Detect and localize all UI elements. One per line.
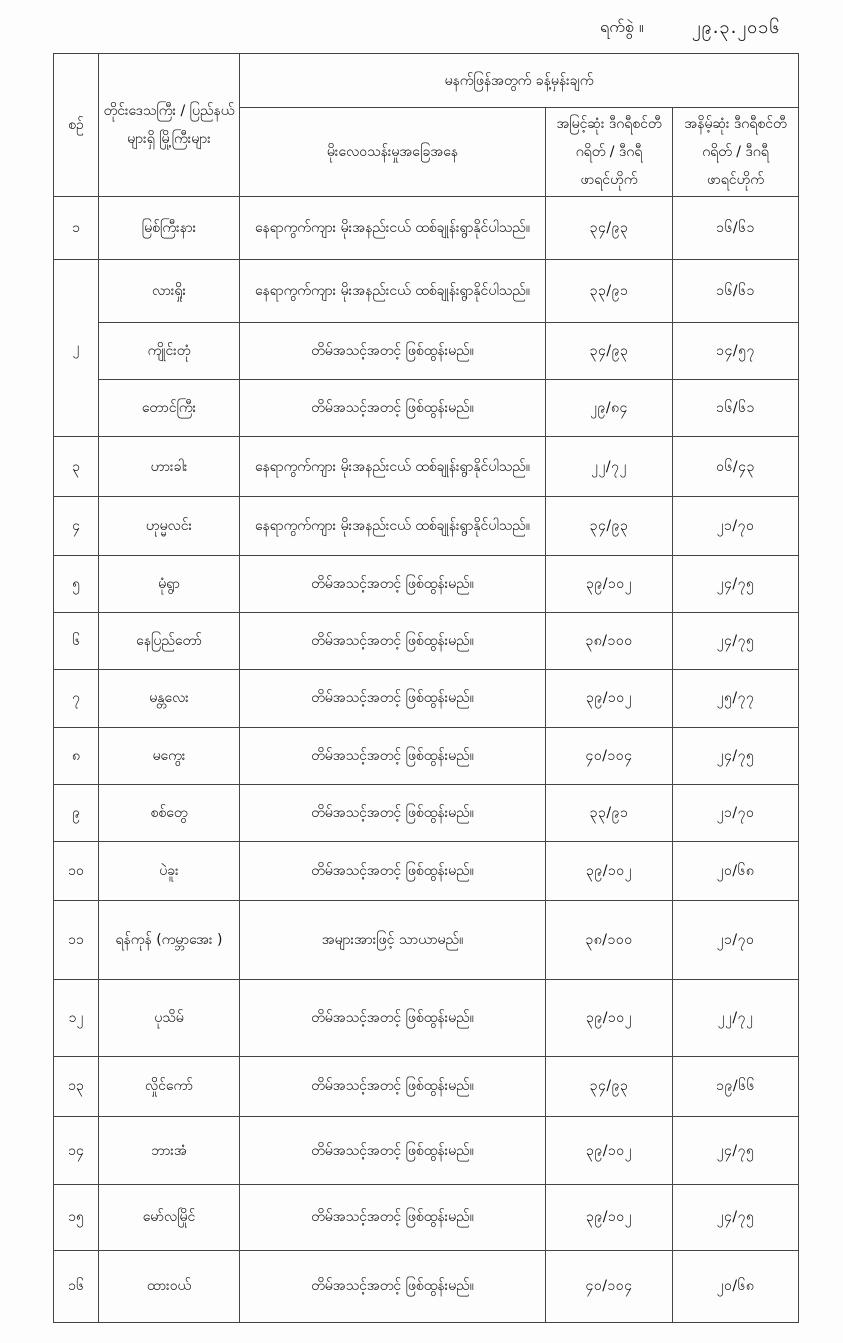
row-city: လှိုင်ကော် <box>99 1056 240 1116</box>
table-row <box>54 1056 799 1116</box>
header-forecast-group: မနက်ဖြန်အတွက် ခန့်မှန်းချက် <box>240 54 799 108</box>
table-row <box>54 727 799 784</box>
header-no: စဉ် <box>54 54 99 197</box>
row-no: ၁၃ <box>54 1056 99 1116</box>
row-max-temp: ၃၃/၉၁ <box>546 784 673 841</box>
table-row <box>54 841 799 900</box>
row-condition: တိမ်အသင့်အတင့် ဖြစ်ထွန်းမည်။ <box>240 555 546 612</box>
row-no: ၉ <box>54 784 99 841</box>
row-no: ၁၆ <box>54 1250 99 1322</box>
forecast-table <box>53 53 799 1323</box>
table-row <box>54 323 799 380</box>
row-city: နေပြည်တော် <box>99 613 240 670</box>
header-row-1 <box>54 54 799 108</box>
row-no: ၁၁ <box>54 901 99 979</box>
row-min-temp: ၁၆/၆၁ <box>673 196 799 259</box>
row-city: ရန်ကုန် (ကမ္ဘာအေး ) <box>99 901 240 979</box>
row-no: ၃ <box>54 437 99 496</box>
row-max-temp: ၃၃/၉၁ <box>546 259 673 322</box>
row-city: လားရှိုး <box>99 259 240 322</box>
table-row <box>54 437 799 496</box>
row-city: ပဲခူး <box>99 841 240 900</box>
row-condition: နေရာကွက်ကျား မိုးအနည်းငယ် ထစ်ချုန်းရွာနိုင်ပါသည်။ <box>240 496 546 555</box>
row-max-temp: ၃၈/၁၀၀ <box>546 901 673 979</box>
row-min-temp: ၂၀/၆၈ <box>673 1250 799 1322</box>
row-no: ၁၂ <box>54 979 99 1056</box>
date-line <box>600 10 830 46</box>
row-city: ဟုမ္မလင်း <box>99 496 240 555</box>
row-min-temp: ၂၄/၇၅ <box>673 613 799 670</box>
row-no: ၂ <box>54 259 99 437</box>
row-condition: တိမ်အသင့်အတင့် ဖြစ်ထွန်းမည်။ <box>240 1117 546 1185</box>
row-min-temp: ၂၁/၇၀ <box>673 784 799 841</box>
row-city: စစ်တွေ <box>99 784 240 841</box>
row-city: ဘားအံ <box>99 1117 240 1185</box>
row-max-temp: ၃၄/၉၃ <box>546 323 673 380</box>
row-city: မုံရွာ <box>99 555 240 612</box>
row-min-temp: ၂၄/၇၅ <box>673 555 799 612</box>
row-max-temp: ၄၀/၁၀၄ <box>546 727 673 784</box>
row-min-temp: ၂၅/၇၇ <box>673 670 799 727</box>
row-max-temp: ၃၉/၁၀၂ <box>546 555 673 612</box>
row-max-temp: ၃၉/၁၀၂ <box>546 1185 673 1250</box>
table-row <box>54 196 799 259</box>
header-min-temp: အနိမ့်ဆုံး ဒီဂရီစင်တီဂရိတ် / ဒီဂရီဖာရင်ဟိုက် <box>673 108 799 196</box>
row-condition: တိမ်အသင့်အတင့် ဖြစ်ထွန်းမည်။ <box>240 380 546 437</box>
row-city: မော်လမြိုင် <box>99 1185 240 1250</box>
row-max-temp: ၂၂/၇၂ <box>546 437 673 496</box>
table-row <box>54 1250 799 1322</box>
row-min-temp: ၂၂/၇၂ <box>673 979 799 1056</box>
row-condition: နေရာကွက်ကျား မိုးအနည်းငယ် ထစ်ချုန်းရွာနိုင်ပါသည်။ <box>240 437 546 496</box>
table-row <box>54 380 799 437</box>
row-city: ကျိုင်းတုံ <box>99 323 240 380</box>
row-min-temp: ၁၆/၆၁ <box>673 259 799 322</box>
row-condition: တိမ်အသင့်အတင့် ဖြစ်ထွန်းမည်။ <box>240 727 546 784</box>
row-max-temp: ၂၉/၈၄ <box>546 380 673 437</box>
row-city: မန္တလေး <box>99 670 240 727</box>
row-max-temp: ၃၄/၉၃ <box>546 496 673 555</box>
row-condition: နေရာကွက်ကျား မိုးအနည်းငယ် ထစ်ချုန်းရွာနိုင်ပါသည်။ <box>240 196 546 259</box>
header-region: တိုင်းဒေသကြီး / ပြည်နယ်များရှိ မြို့ကြီးများ <box>99 54 240 197</box>
row-max-temp: ၃၉/၁၀၂ <box>546 1117 673 1185</box>
row-min-temp: ၁၆/၆၁ <box>673 380 799 437</box>
table-row <box>54 670 799 727</box>
row-condition: တိမ်အသင့်အတင့် ဖြစ်ထွန်းမည်။ <box>240 784 546 841</box>
row-min-temp: ၁၄/၅၇ <box>673 323 799 380</box>
table-row <box>54 496 799 555</box>
row-no: ၁၅ <box>54 1185 99 1250</box>
row-no: ၈ <box>54 727 99 784</box>
row-no: ၆ <box>54 613 99 670</box>
row-city: တောင်ကြီး <box>99 380 240 437</box>
row-max-temp: ၃၄/၉၃ <box>546 196 673 259</box>
row-condition: တိမ်အသင့်အတင့် ဖြစ်ထွန်းမည်။ <box>240 979 546 1056</box>
header-condition: မိုးလေဝသန်းမှုအခြေအနေ <box>240 108 546 196</box>
row-condition: တိမ်အသင့်အတင့် ဖြစ်ထွန်းမည်။ <box>240 323 546 380</box>
date-value: ၂၉.၃.၂၀၁၆ <box>691 16 781 38</box>
table-row <box>54 613 799 670</box>
row-condition: တိမ်အသင့်အတင့် ဖြစ်ထွန်းမည်။ <box>240 670 546 727</box>
row-no: ၅ <box>54 555 99 612</box>
table-row <box>54 784 799 841</box>
row-no: ၇ <box>54 670 99 727</box>
row-min-temp: ၂၄/၇၅ <box>673 1185 799 1250</box>
row-city: မကွေး <box>99 727 240 784</box>
row-city: ဟားခါး <box>99 437 240 496</box>
table-row <box>54 1185 799 1250</box>
row-max-temp: ၄၀/၁၀၄ <box>546 1250 673 1322</box>
row-no: ၁၀ <box>54 841 99 900</box>
table-row <box>54 979 799 1056</box>
date-label: ရက်စွဲ ။ <box>600 17 644 36</box>
row-condition: တိမ်အသင့်အတင့် ဖြစ်ထွန်းမည်။ <box>240 1056 546 1116</box>
row-min-temp: ၂၄/၇၅ <box>673 1117 799 1185</box>
table-row <box>54 259 799 322</box>
row-min-temp: ၁၉/၆၆ <box>673 1056 799 1116</box>
row-no: ၄ <box>54 496 99 555</box>
row-max-temp: ၃၉/၁၀၂ <box>546 841 673 900</box>
table-row <box>54 901 799 979</box>
row-condition: တိမ်အသင့်အတင့် ဖြစ်ထွန်းမည်။ <box>240 613 546 670</box>
row-no: ၁ <box>54 196 99 259</box>
header-max-temp: အမြင့်ဆုံး ဒီဂရီစင်တီဂရိတ် / ဒီဂရီဖာရင်ဟိုက် <box>546 108 673 196</box>
row-max-temp: ၃၈/၁၀၀ <box>546 613 673 670</box>
row-condition: တိမ်အသင့်အတင့် ဖြစ်ထွန်းမည်။ <box>240 841 546 900</box>
row-city: မြစ်ကြီးနား <box>99 196 240 259</box>
row-condition: အများအားဖြင့် သာယာမည်။ <box>240 901 546 979</box>
row-min-temp: ၂၀/၆၈ <box>673 841 799 900</box>
row-max-temp: ၃၉/၁၀၂ <box>546 670 673 727</box>
row-condition: တိမ်အသင့်အတင့် ဖြစ်ထွန်းမည်။ <box>240 1250 546 1322</box>
table-row <box>54 555 799 612</box>
row-min-temp: ၂၄/၇၅ <box>673 727 799 784</box>
row-max-temp: ၃၄/၉၃ <box>546 1056 673 1116</box>
row-min-temp: ၀၆/၄၃ <box>673 437 799 496</box>
row-city: ထားဝယ် <box>99 1250 240 1322</box>
row-no: ၁၄ <box>54 1117 99 1185</box>
row-city: ပုသိမ် <box>99 979 240 1056</box>
row-condition: တိမ်အသင့်အတင့် ဖြစ်ထွန်းမည်။ <box>240 1185 546 1250</box>
row-condition: နေရာကွက်ကျား မိုးအနည်းငယ် ထစ်ချုန်းရွာနိုင်ပါသည်။ <box>240 259 546 322</box>
row-min-temp: ၂၁/၇၀ <box>673 496 799 555</box>
row-min-temp: ၂၁/၇၀ <box>673 901 799 979</box>
row-max-temp: ၃၉/၁၀၂ <box>546 979 673 1056</box>
table-row <box>54 1117 799 1185</box>
